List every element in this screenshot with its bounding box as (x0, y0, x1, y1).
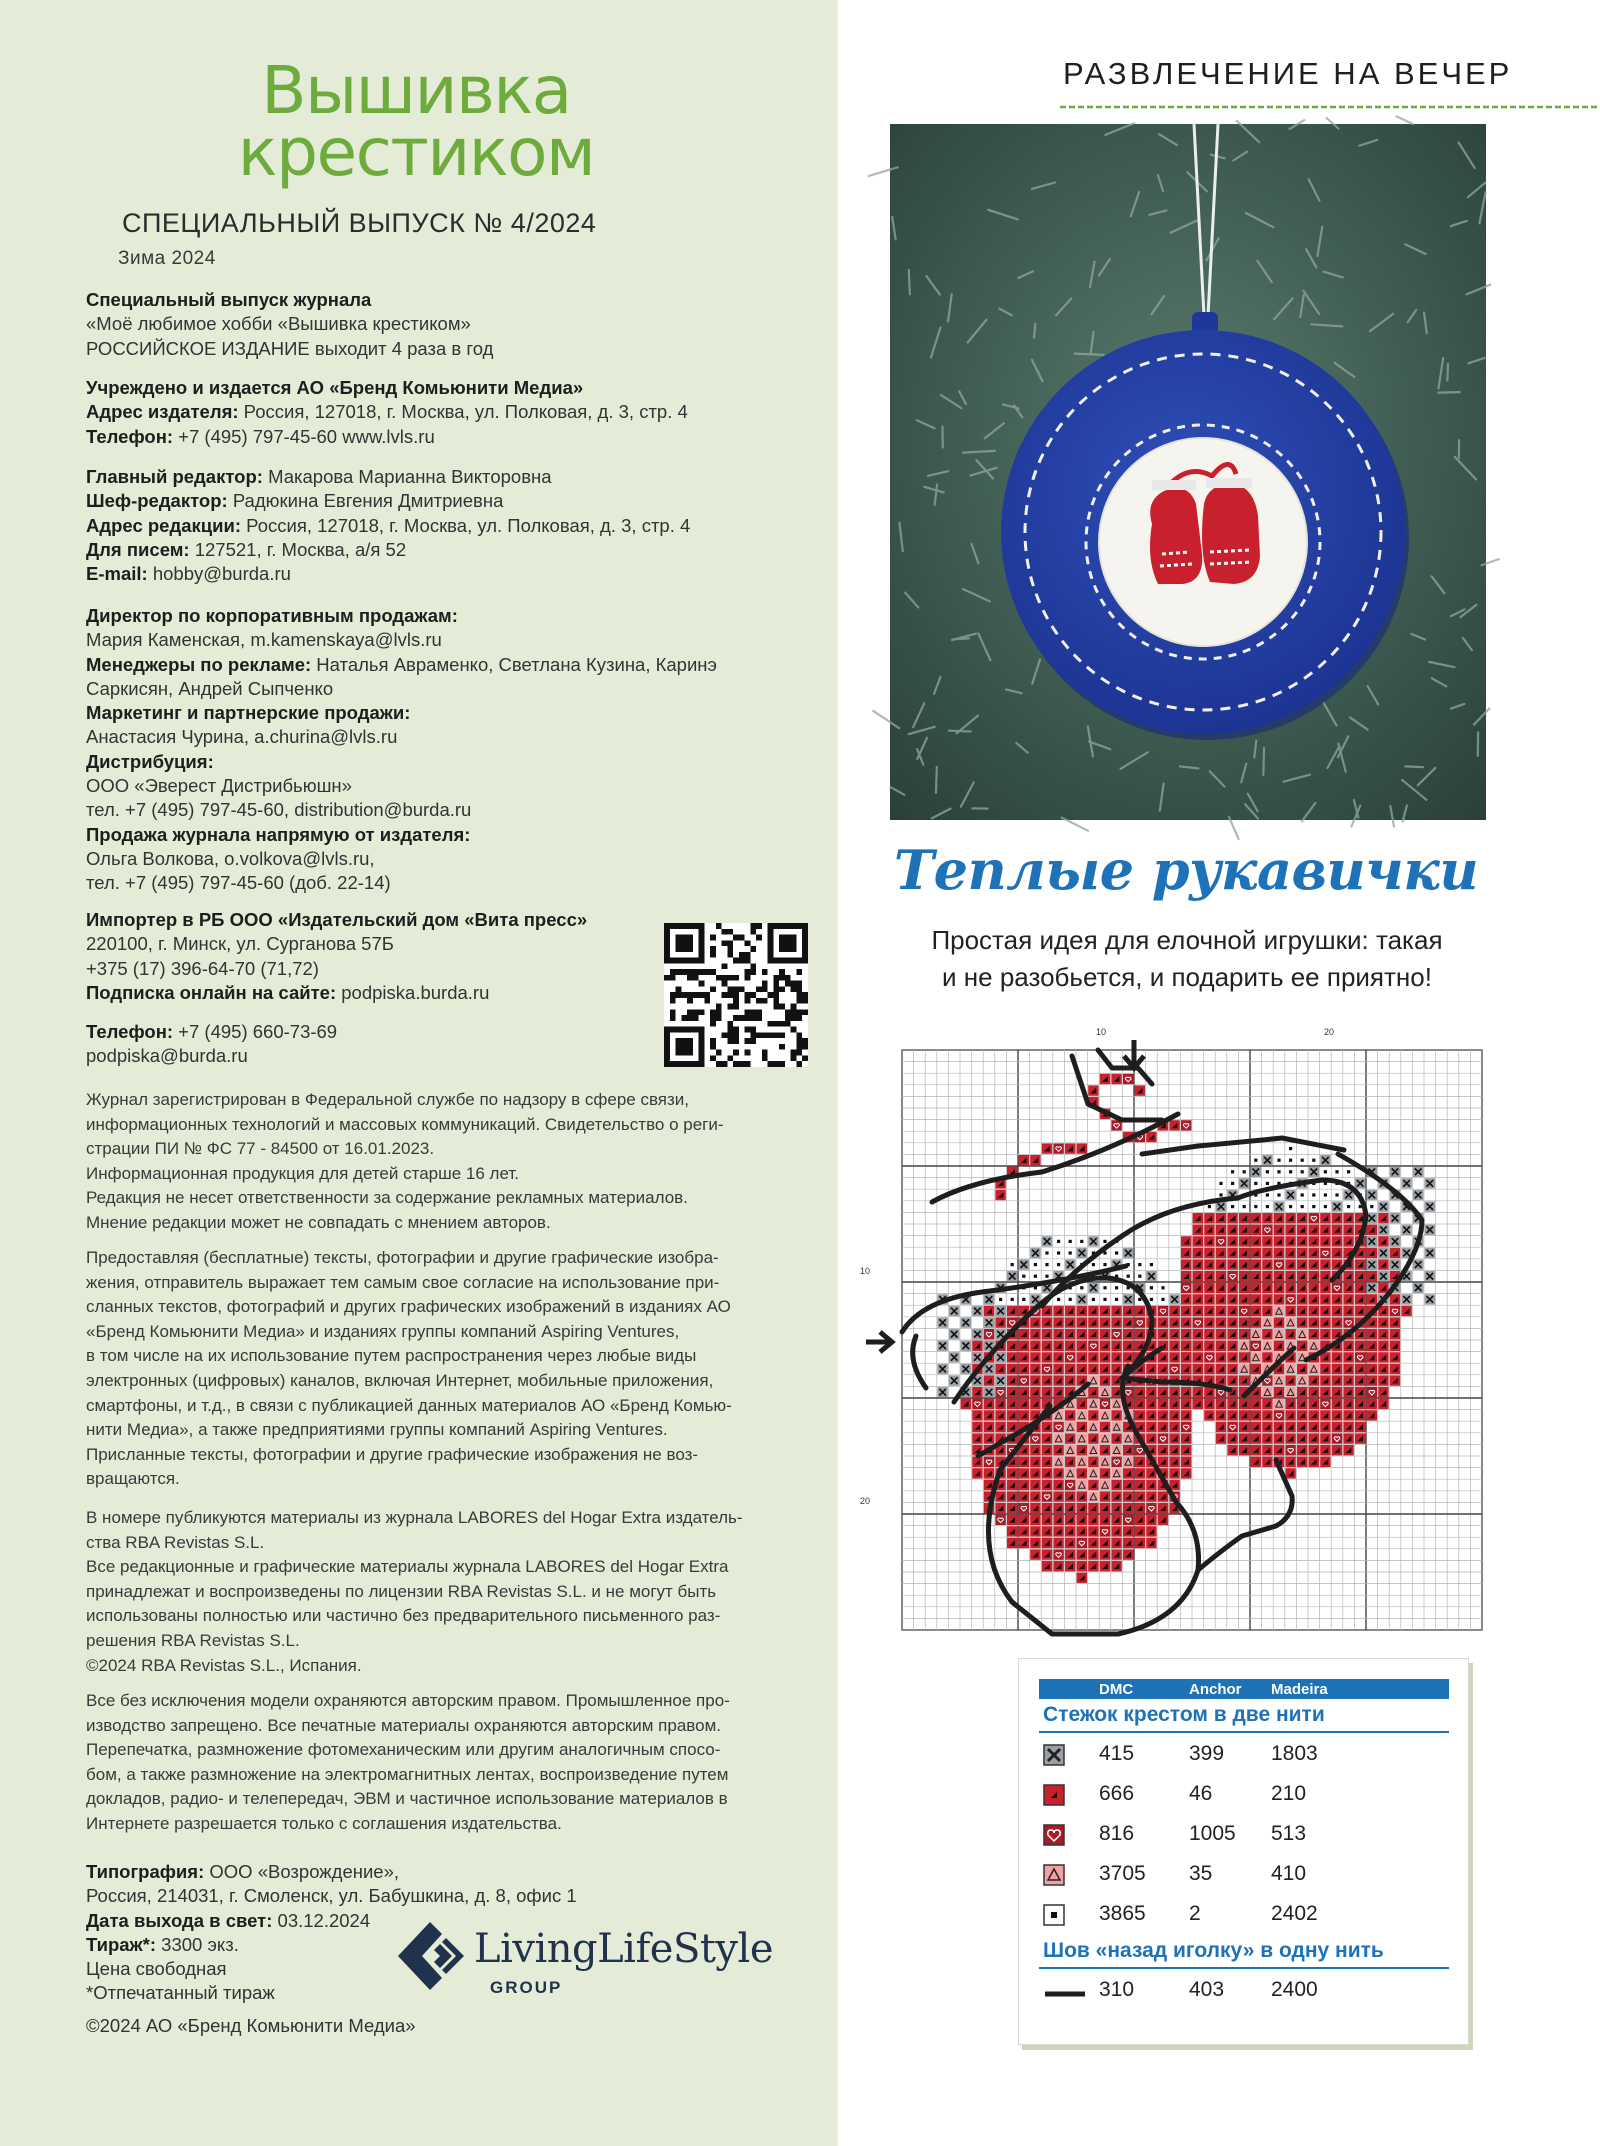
key-row-415 (1019, 1735, 1470, 1775)
marketing-label: Маркетинг и партнерские продажи: (86, 702, 411, 724)
price-note: Цена свободная (86, 1958, 227, 1980)
director-name: Мария Каменская, m.kamenskaya@lvls.ru (86, 629, 442, 651)
copyright-line: Интернете разрешается только с соглашения издательства. (86, 1813, 562, 1833)
copyright-line: бом, а также размножение на электромагнитных лентах, воспроизведение путем (86, 1764, 729, 1784)
key-anchor: 2 (1189, 1902, 1201, 1925)
consent-line: «Бренд Комьюнити Медиа» и изданиях группы компаний Aspiring Ventures, (86, 1321, 680, 1341)
ads-names: Наталья Авраменко, Светлана Кузина, Каринэ (311, 653, 717, 675)
logo-name: LivingLifeStyle (474, 1926, 773, 1972)
labores-line: ства RBA Revistas S.L. (86, 1532, 265, 1552)
key-row-3705 (1019, 1855, 1470, 1895)
mail-address: 127521, г. Москва, а/я 52 (189, 538, 407, 560)
intro-line: РОССИЙСКОЕ ИЗДАНИЕ выходит 4 раза в год (86, 337, 494, 359)
imprint-sales (86, 604, 766, 896)
chart-center-arrow-left-icon (866, 1332, 892, 1352)
labores-line: Все редакционные и графические материалы журнала LABORES del Hogar Extra (86, 1557, 729, 1577)
key-madeira: 210 (1271, 1782, 1307, 1805)
logo-subtitle: GROUP (490, 1978, 563, 1997)
key-dmc: 310 (1099, 1978, 1135, 2001)
intro-title: Специальный выпуск журнала (86, 289, 372, 310)
key-dmc: 666 (1099, 1782, 1135, 1805)
key-row-3865 (1019, 1895, 1470, 1935)
key-dmc: 3705 (1099, 1862, 1146, 1885)
key-anchor: 399 (1189, 1742, 1225, 1765)
copyright-line: докладов, радио- и телепередач, ЭВМ и частичное использование материалов в (86, 1789, 728, 1809)
copyright-text (86, 1689, 776, 1837)
copyright-line: Перепечатка, размножение фотомеханическим или другим аналогичным спосо- (86, 1740, 721, 1760)
consent-line: сланных текстов, фотографий и других графических изображений в изданиях АО (86, 1297, 731, 1317)
ads-label: Менеджеры по рекламе: (86, 653, 312, 675)
release-label: Дата выхода в свет: (86, 1909, 273, 1931)
consent-line: электронных (цифровых) каналов, включая Интернет, мобильные приложения, (86, 1370, 714, 1390)
labores-line: решения RBA Revistas S.L. (86, 1630, 300, 1650)
registration-line: Информационная продукция для детей старше 16 лет. (86, 1163, 519, 1183)
key-header-row (1039, 1679, 1449, 1699)
direct-sales-label: Продажа журнала напрямую от издателя: (86, 823, 471, 845)
contact-phone-label: Телефон: (86, 1021, 174, 1042)
director-label: Директор по корпоративным продажам: (86, 605, 458, 626)
key-madeira: 2400 (1271, 1978, 1318, 2001)
key-row-666 (1019, 1775, 1470, 1815)
labores-line: использованы полностью или частично без предварительного письменного раз- (86, 1606, 721, 1626)
editorial-address: Россия, 127018, г. Москва, ул. Полковая, д. 3, стр. 4 (241, 514, 691, 536)
section-label: РАЗВЛЕЧЕНИЕ НА ВЕЧЕР (1063, 56, 1513, 91)
labores-text (86, 1506, 776, 1678)
distribution-contact: тел. +7 (495) 797-45-60, distribution@burda.ru (86, 799, 472, 821)
consent-line: в том числе на их использование путем распространения через любые виды (86, 1346, 697, 1366)
special-issue-number: СПЕЦИАЛЬНЫЙ ВЫПУСК № 4/2024 (122, 208, 597, 238)
email-address: hobby@burda.ru (147, 563, 291, 585)
contact-email[interactable]: podpiska@burda.ru (86, 1045, 248, 1067)
cross-grey-icon (1043, 1744, 1065, 1766)
release-date: 03.12.2024 (272, 1909, 371, 1931)
heart-icon (1043, 1824, 1065, 1846)
publisher-phone-label: Телефон: (86, 425, 174, 447)
importer-phone: +375 (17) 396-64-70 (71,72) (86, 957, 319, 979)
qr-code-icon[interactable] (664, 923, 808, 1067)
section-rule-icon (1060, 100, 1600, 114)
article-headline: Теплые рукавички (893, 838, 1479, 902)
key-backstitch-title: Шов «назад иголку» в одну нить (1043, 1939, 1384, 1962)
labores-line: В номере публикуются материалы из журнала LABORES del Hogar Extra издатель- (86, 1508, 743, 1527)
registration-line: информационных технологий и массовых коммуникаций. Свидетельство о реги- (86, 1114, 724, 1134)
publisher-address-label: Адрес издателя: (86, 401, 239, 423)
key-cross-title: Стежок крестом в две нити (1043, 1703, 1325, 1726)
direct-sales-name: Ольга Волкова, o.volkova@lvls.ru, (86, 847, 375, 869)
key-row-310 (1019, 1971, 1470, 2011)
print-run: 3300 экз. (156, 1933, 239, 1955)
key-madeira: 2402 (1271, 1902, 1318, 1925)
contact-phone: +7 (495) 660-73-69 (173, 1021, 338, 1042)
ornament-photo (890, 124, 1486, 820)
chief-label: Шеф-редактор: (86, 490, 228, 512)
editor-name: Макарова Марианна Викторовна (262, 466, 552, 487)
chart-axis-left-20: 20 (860, 1496, 871, 1506)
direct-sales-phone: тел. +7 (495) 797-45-60 (доб. 22-14) (86, 872, 391, 894)
consent-text (86, 1246, 776, 1492)
imprint-editorial (86, 465, 766, 586)
email-label: E-mail: (86, 563, 148, 585)
key-anchor: 35 (1189, 1862, 1213, 1885)
marketing-name: Анастасия Чурина, a.churina@lvls.ru (86, 726, 398, 748)
publisher-founded: Учреждено и издается АО «Бренд Комьюнити Медиа» (86, 377, 584, 398)
magazine-title-line1: Вышивка (261, 52, 571, 129)
key-anchor: 1005 (1189, 1822, 1236, 1845)
consent-line: нити Медиа», а также предприятиями группы компаний Aspiring Ventures. (86, 1420, 668, 1440)
key-dmc: 415 (1099, 1742, 1135, 1765)
registration-line: Журнал зарегистрирован в Федеральной службе по надзору в сфере связи, (86, 1090, 690, 1109)
chief-name: Радюкина Евгения Дмитриевна (227, 490, 504, 512)
line-icon (1043, 1980, 1087, 2002)
consent-line: вращаются. (86, 1469, 180, 1489)
copyright-line: Все без исключения модели охраняются авторским правом. Промышленное про- (86, 1691, 730, 1710)
season-label: Зима 2024 (118, 248, 216, 269)
consent-line: смартфоны, и т.д., в связи с публикацией данных материалов АО «Бренд Комью- (86, 1395, 732, 1415)
typography-address: Россия, 214031, г. Смоленск, ул. Бабушкина, д. 8, офис 1 (86, 1885, 577, 1907)
typography-label: Типография: (86, 1861, 205, 1882)
livinglifestyle-logo (390, 1908, 810, 2008)
cross-stitch-chart (860, 1027, 1502, 1640)
triangle-pink-icon (1043, 1864, 1065, 1886)
subhead-line: и не разобьется, и подарить ее приятно! (942, 962, 1432, 992)
registration-line: Редакция не несет ответственности за содержание рекламных материалов. (86, 1188, 688, 1208)
subscribe-label: Подписка онлайн на сайте: (86, 981, 337, 1003)
distribution-label: Дистрибуция: (86, 750, 214, 772)
key-divider (1039, 1967, 1449, 1969)
print-run-note: *Отпечатанный тираж (86, 1982, 275, 2004)
labores-line: ©2024 RBA Revistas S.L., Испания. (86, 1655, 362, 1675)
key-anchor: 46 (1189, 1782, 1213, 1805)
copyright-line: изводство запрещено. Все печатные материалы охраняются авторским правом. (86, 1715, 721, 1735)
registration-text (86, 1088, 776, 1236)
mail-label: Для писем: (86, 538, 190, 560)
publisher-phone: +7 (495) 797-45-60 www.lvls.ru (173, 425, 435, 447)
key-madeira: 410 (1271, 1862, 1307, 1885)
editorial-address-label: Адрес редакции: (86, 514, 242, 536)
key-header-madeira: Madeira (1271, 1681, 1328, 1698)
editor-label: Главный редактор: (86, 466, 263, 487)
article-subhead (884, 922, 1490, 996)
publisher-address: Россия, 127018, г. Москва, ул. Полковая, д. 3, стр. 4 (238, 401, 688, 423)
distribution-company: ООО «Эверест Дистрибьюшн» (86, 775, 352, 797)
chart-axis-top-20: 20 (1324, 1027, 1335, 1037)
ads-names-cont: Саркисян, Андрей Сыпченко (86, 677, 334, 699)
key-madeira: 1803 (1271, 1742, 1318, 1765)
registration-line: Мнение редакции может не совпадать с мнением авторов. (86, 1212, 551, 1232)
dot-white-icon (1043, 1904, 1065, 1926)
registration-line: страции ПИ № ФС 77 - 84500 от 16.01.2023. (86, 1139, 435, 1159)
importer-address: 220100, г. Минск, ул. Сурганова 57Б (86, 933, 394, 955)
importer-label: Импортер в РБ ООО «Издательский дом «Вита пресс» (86, 909, 588, 930)
imprint-publisher (86, 376, 766, 449)
subhead-line: Простая идея для елочной игрушки: такая (931, 925, 1443, 955)
key-row-816 (1019, 1815, 1470, 1855)
half-red-icon (1043, 1784, 1065, 1806)
intro-line: «Моё любимое хобби «Вышивка крестиком» (86, 313, 471, 335)
color-key-table (1018, 1658, 1469, 2045)
magazine-title-line2: крестиком (237, 114, 595, 191)
consent-line: Присланные тексты, фотографии и другие графические изображения не воз- (86, 1444, 699, 1464)
key-dmc: 3865 (1099, 1902, 1146, 1925)
labores-line: принадлежат и воспроизведены по лицензии RBA Revistas S.L. и не могут быть (86, 1581, 717, 1601)
company-copyright: ©2024 АО «Бренд Комьюнити Медиа» (86, 2014, 416, 2036)
chart-axis-top-10: 10 (1096, 1027, 1107, 1037)
key-dmc: 816 (1099, 1822, 1135, 1845)
key-header-dmc: DMC (1099, 1681, 1134, 1698)
key-divider (1039, 1731, 1449, 1733)
key-madeira: 513 (1271, 1822, 1307, 1845)
subscribe-link[interactable]: podpiska.burda.ru (336, 981, 490, 1003)
chart-axis-left-10: 10 (860, 1266, 871, 1276)
typography-name: ООО «Возрождение», (204, 1861, 400, 1882)
imprint-intro (86, 288, 766, 361)
magazine-title (206, 52, 626, 191)
consent-line: Предоставляя (бесплатные) тексты, фотографии и другие графические изобра- (86, 1248, 719, 1267)
key-header-anchor: Anchor (1189, 1681, 1242, 1698)
consent-line: жения, отправитель выражает тем самым свое согласие на использование при- (86, 1272, 720, 1292)
print-run-label: Тираж*: (86, 1933, 157, 1955)
key-anchor: 403 (1189, 1978, 1225, 2001)
logo-mark-icon (390, 1916, 470, 1996)
